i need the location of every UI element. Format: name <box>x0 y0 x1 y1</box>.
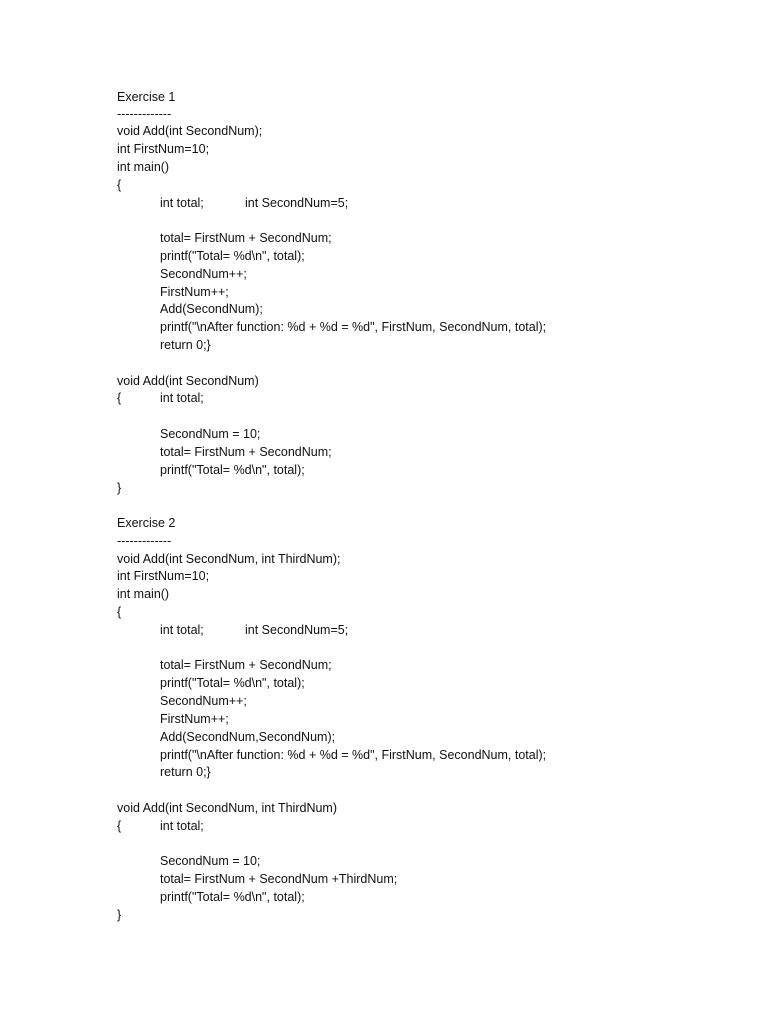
code-line-printf-after: printf("\nAfter function: %d + %d = %d", FirstNum, SecondNum, total); <box>160 748 547 762</box>
exercise-title: Exercise 1 <box>117 90 176 104</box>
code-line-first-increment: FirstNum++; <box>160 285 229 299</box>
code-line-function-printf: printf("Total= %d\n", total); <box>160 463 305 477</box>
code-line-return: return 0;} <box>160 338 211 352</box>
code-line-open-brace: { <box>117 178 122 192</box>
code-line-global: int FirstNum=10; <box>117 142 210 156</box>
code-line-function-brace: { <box>117 819 122 833</box>
code-line-function-call: Add(SecondNum,SecondNum); <box>160 730 336 744</box>
code-line-function-signature: void Add(int SecondNum, int ThirdNum) <box>117 801 338 815</box>
code-line-open-brace: { <box>117 605 122 619</box>
code-line-decl-second: int SecondNum=5; <box>245 196 349 210</box>
code-line-second-increment: SecondNum++; <box>160 267 247 281</box>
code-line-first-increment: FirstNum++; <box>160 712 229 726</box>
code-line-main-signature: int main() <box>117 160 170 174</box>
code-line-second-increment: SecondNum++; <box>160 694 247 708</box>
code-line-close-brace: } <box>117 908 122 922</box>
code-line-function-decl-total: int total; <box>160 391 204 405</box>
code-line-main-signature: int main() <box>117 587 170 601</box>
code-line-decl-total: int total; <box>160 623 204 637</box>
code-line-function-signature: void Add(int SecondNum) <box>117 374 259 388</box>
code-line-function-total: total= FirstNum + SecondNum +ThirdNum; <box>160 872 398 886</box>
code-line-decl-second: int SecondNum=5; <box>245 623 349 637</box>
code-line-printf-total: printf("Total= %d\n", total); <box>160 676 305 690</box>
code-line-return: return 0;} <box>160 765 211 779</box>
code-line-function-assign: SecondNum = 10; <box>160 854 261 868</box>
code-line-printf-after: printf("\nAfter function: %d + %d = %d", FirstNum, SecondNum, total); <box>160 320 547 334</box>
code-line-function-decl-total: int total; <box>160 819 204 833</box>
separator: ------------- <box>117 107 172 121</box>
code-line-printf-total: printf("Total= %d\n", total); <box>160 249 305 263</box>
code-line-decl-total: int total; <box>160 196 204 210</box>
code-line-function-printf: printf("Total= %d\n", total); <box>160 890 305 904</box>
code-line-prototype: void Add(int SecondNum); <box>117 124 263 138</box>
code-line-global: int FirstNum=10; <box>117 569 210 583</box>
code-line-total: total= FirstNum + SecondNum; <box>160 231 332 245</box>
code-line-function-brace: { <box>117 391 122 405</box>
code-line-prototype: void Add(int SecondNum, int ThirdNum); <box>117 552 341 566</box>
exercise-title: Exercise 2 <box>117 516 176 530</box>
code-line-function-call: Add(SecondNum); <box>160 302 263 316</box>
code-line-total: total= FirstNum + SecondNum; <box>160 658 332 672</box>
code-line-function-assign: SecondNum = 10; <box>160 427 261 441</box>
code-line-close-brace: } <box>117 481 122 495</box>
code-line-function-total: total= FirstNum + SecondNum; <box>160 445 332 459</box>
separator: ------------- <box>117 534 172 548</box>
